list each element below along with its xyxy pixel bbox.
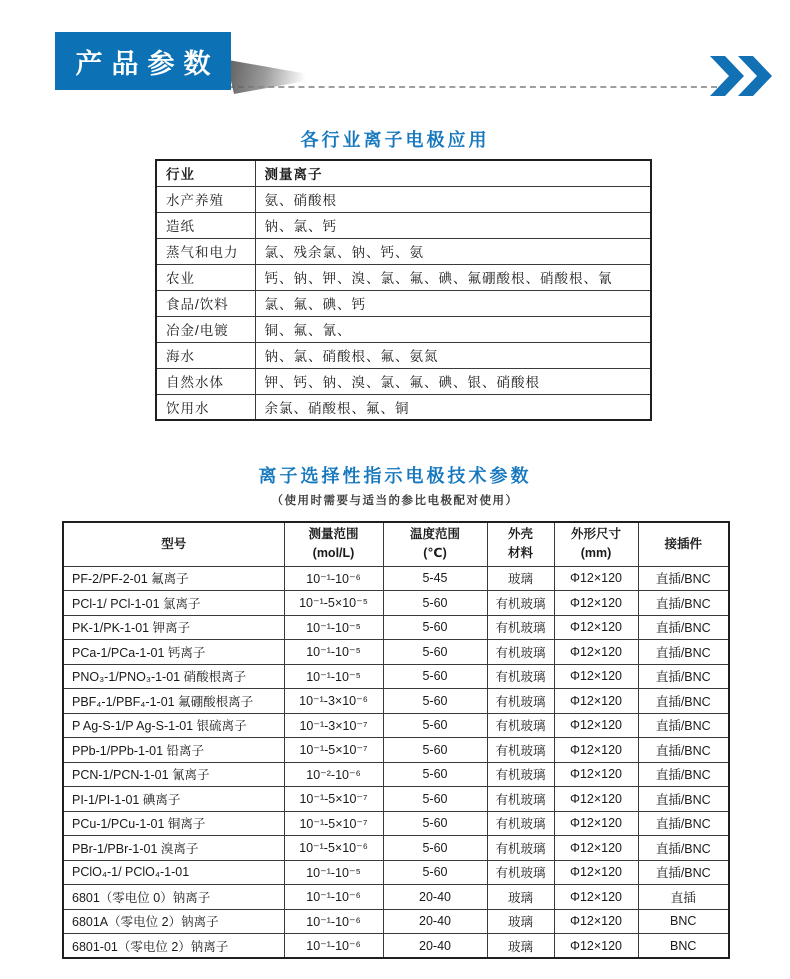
range-cell: 10⁻¹-10⁻⁵: [284, 640, 383, 665]
connector-cell: 直插/BNC: [638, 860, 729, 885]
badge-shadow: [226, 54, 326, 94]
housing-cell: 有机玻璃: [487, 811, 554, 836]
range-cell: 10⁻¹-5×10⁻⁵: [284, 591, 383, 616]
model-cell: PCN-1/PCN-1-01 氰离子: [63, 762, 284, 787]
range-cell: 10⁻¹-5×10⁻⁷: [284, 811, 383, 836]
specs-col-header-line: (℃): [423, 546, 447, 561]
ions-cell: 氯、氟、碘、钙: [255, 290, 651, 316]
table-row: [156, 212, 651, 238]
table-row: [63, 566, 729, 591]
housing-cell: 有机玻璃: [487, 689, 554, 714]
table-row: [63, 689, 729, 714]
ions-cell: 余氯、硝酸根、氟、铜: [255, 394, 651, 420]
industry-cell: 饮用水: [156, 394, 255, 420]
housing-cell: 有机玻璃: [487, 787, 554, 812]
specs-col-header-0: [63, 522, 284, 566]
temperature-cell: 5-60: [383, 591, 487, 616]
range-cell: 10⁻¹-10⁻⁵: [284, 664, 383, 689]
industry-cell: 水产养殖: [156, 186, 255, 212]
specs-col-header-1: [284, 522, 383, 566]
specs-col-header-3: [487, 522, 554, 566]
model-cell: PI-1/PI-1-01 碘离子: [63, 787, 284, 812]
dimensions-cell: Φ12×120: [554, 787, 638, 812]
specs-col-header-4: [554, 522, 638, 566]
connector-cell: 直插/BNC: [638, 811, 729, 836]
dimensions-cell: Φ12×120: [554, 713, 638, 738]
range-cell: 10⁻¹-10⁻⁶: [284, 934, 383, 959]
dimensions-cell: Φ12×120: [554, 909, 638, 934]
specs-table: [62, 521, 730, 959]
table-row: [63, 664, 729, 689]
range-cell: 10⁻¹-3×10⁻⁶: [284, 689, 383, 714]
model-cell: PBF₄-1/PBF₄-1-01 氟硼酸根离子: [63, 689, 284, 714]
housing-cell: 玻璃: [487, 934, 554, 959]
housing-cell: 有机玻璃: [487, 664, 554, 689]
model-cell: 6801-01（零电位 2）钠离子: [63, 934, 284, 959]
housing-cell: 玻璃: [487, 566, 554, 591]
specs-col-header-line: 型号: [161, 536, 187, 551]
temperature-cell: 5-60: [383, 787, 487, 812]
table-row: [63, 591, 729, 616]
industry-cell: 食品/饮料: [156, 290, 255, 316]
model-cell: PClO₄-1/ PClO₄-1-01: [63, 860, 284, 885]
ions-cell: 氯、残余氯、钠、钙、氨: [255, 238, 651, 264]
model-cell: PNO₃-1/PNO₃-1-01 硝酸根离子: [63, 664, 284, 689]
connector-cell: 直插/BNC: [638, 566, 729, 591]
temperature-cell: 5-60: [383, 689, 487, 714]
dimensions-cell: Φ12×120: [554, 934, 638, 959]
table-row: [63, 909, 729, 934]
specs-header-row: [63, 522, 729, 566]
table-row: [63, 860, 729, 885]
dimensions-cell: Φ12×120: [554, 811, 638, 836]
specs-col-header-line: (mol/L): [312, 546, 355, 561]
range-cell: 10⁻¹-5×10⁻⁶: [284, 836, 383, 861]
ions-cell: 钠、氯、硝酸根、氟、氨氮: [255, 342, 651, 368]
applications-col-header-1: 测量离子: [255, 160, 651, 186]
specs-title: 离子选择性指示电极技术参数: [258, 466, 532, 486]
model-cell: PCl-1/ PCl-1-01 氯离子: [63, 591, 284, 616]
range-cell: 10⁻¹-10⁻⁶: [284, 909, 383, 934]
table-row: [63, 713, 729, 738]
table-row: [156, 342, 651, 368]
connector-cell: BNC: [638, 934, 729, 959]
table-row: [63, 934, 729, 959]
housing-cell: 有机玻璃: [487, 640, 554, 665]
housing-cell: 有机玻璃: [487, 762, 554, 787]
connector-cell: 直插/BNC: [638, 836, 729, 861]
connector-cell: 直插/BNC: [638, 664, 729, 689]
ions-cell: 钠、氯、钙: [255, 212, 651, 238]
temperature-cell: 5-60: [383, 664, 487, 689]
housing-cell: 有机玻璃: [487, 738, 554, 763]
specs-col-header-line: 材料: [507, 546, 533, 561]
table-row: [63, 615, 729, 640]
dimensions-cell: Φ12×120: [554, 664, 638, 689]
temperature-cell: 5-60: [383, 836, 487, 861]
table-row: [63, 836, 729, 861]
applications-table: [155, 159, 652, 421]
range-cell: 10⁻²-10⁻⁶: [284, 762, 383, 787]
range-cell: 10⁻¹-3×10⁻⁷: [284, 713, 383, 738]
table-row: [156, 264, 651, 290]
temperature-cell: 20-40: [383, 909, 487, 934]
temperature-cell: 5-60: [383, 860, 487, 885]
table-row: [156, 186, 651, 212]
housing-cell: 有机玻璃: [487, 591, 554, 616]
dimensions-cell: Φ12×120: [554, 738, 638, 763]
table-row: [63, 811, 729, 836]
connector-cell: 直插/BNC: [638, 689, 729, 714]
ions-cell: 钙、钠、钾、溴、氯、氟、碘、氟硼酸根、硝酸根、氰: [255, 264, 651, 290]
table-row: [156, 368, 651, 394]
connector-cell: 直插/BNC: [638, 615, 729, 640]
specs-table-head: [63, 522, 729, 566]
model-cell: PK-1/PK-1-01 钾离子: [63, 615, 284, 640]
table-row: [63, 738, 729, 763]
housing-cell: 有机玻璃: [487, 836, 554, 861]
specs-col-header-line: 接插件: [664, 536, 702, 551]
industry-cell: 自然水体: [156, 368, 255, 394]
connector-cell: 直插/BNC: [638, 640, 729, 665]
connector-cell: BNC: [638, 909, 729, 934]
temperature-cell: 5-60: [383, 762, 487, 787]
connector-cell: 直插/BNC: [638, 713, 729, 738]
housing-cell: 玻璃: [487, 909, 554, 934]
table-row: [63, 640, 729, 665]
industry-cell: 蒸气和电力: [156, 238, 255, 264]
dimensions-cell: Φ12×120: [554, 836, 638, 861]
range-cell: 10⁻¹-10⁻⁵: [284, 615, 383, 640]
temperature-cell: 5-60: [383, 713, 487, 738]
industry-cell: 造纸: [156, 212, 255, 238]
double-chevron-right-icon: [710, 56, 780, 96]
model-cell: 6801A（零电位 2）钠离子: [63, 909, 284, 934]
range-cell: 10⁻¹-10⁻⁵: [284, 860, 383, 885]
specs-col-header-line: (mm): [580, 546, 612, 561]
connector-cell: 直插: [638, 885, 729, 910]
applications-table-body: [156, 186, 651, 420]
dimensions-cell: Φ12×120: [554, 566, 638, 591]
applications-header-row: [156, 160, 651, 186]
dimensions-cell: Φ12×120: [554, 860, 638, 885]
model-cell: PPb-1/PPb-1-01 铅离子: [63, 738, 284, 763]
ions-cell: 氨、硝酸根: [255, 186, 651, 212]
model-cell: PCu-1/PCu-1-01 铜离子: [63, 811, 284, 836]
industry-cell: 农业: [156, 264, 255, 290]
dimensions-cell: Φ12×120: [554, 640, 638, 665]
dimensions-cell: Φ12×120: [554, 689, 638, 714]
specs-table-body: [63, 566, 729, 958]
range-cell: 10⁻¹-10⁻⁶: [284, 885, 383, 910]
housing-cell: 有机玻璃: [487, 615, 554, 640]
connector-cell: 直插/BNC: [638, 591, 729, 616]
industry-cell: 海水: [156, 342, 255, 368]
table-row: [63, 885, 729, 910]
model-cell: PBr-1/PBr-1-01 溴离子: [63, 836, 284, 861]
applications-title: 各行业离子电极应用: [300, 130, 490, 150]
temperature-cell: 5-60: [383, 738, 487, 763]
model-cell: 6801（零电位 0）钠离子: [63, 885, 284, 910]
page-header-badge: [55, 32, 231, 90]
housing-cell: 有机玻璃: [487, 860, 554, 885]
applications-table-head: [156, 160, 651, 186]
specs-col-header-line: 温度范围: [409, 526, 460, 541]
range-cell: 10⁻¹-5×10⁻⁷: [284, 738, 383, 763]
table-row: [63, 762, 729, 787]
housing-cell: 玻璃: [487, 885, 554, 910]
temperature-cell: 5-60: [383, 640, 487, 665]
range-cell: 10⁻¹-10⁻⁶: [284, 566, 383, 591]
industry-cell: 冶金/电镀: [156, 316, 255, 342]
dimensions-cell: Φ12×120: [554, 762, 638, 787]
table-row: [156, 238, 651, 264]
table-row: [156, 394, 651, 420]
specs-col-header-line: 外形尺寸: [570, 526, 621, 541]
housing-cell: 有机玻璃: [487, 713, 554, 738]
dimensions-cell: Φ12×120: [554, 615, 638, 640]
ions-cell: 铜、氟、氰、: [255, 316, 651, 342]
model-cell: P Ag-S-1/P Ag-S-1-01 银硫离子: [63, 713, 284, 738]
table-row: [156, 316, 651, 342]
specs-col-header-5: [638, 522, 729, 566]
range-cell: 10⁻¹-5×10⁻⁷: [284, 787, 383, 812]
ions-cell: 钾、钙、钠、溴、氯、氟、碘、银、硝酸根: [255, 368, 651, 394]
temperature-cell: 5-45: [383, 566, 487, 591]
table-row: [156, 290, 651, 316]
specs-subtitle: （使用时需要与适当的参比电极配对使用）: [271, 495, 519, 507]
specs-col-header-line: 测量范围: [308, 526, 359, 541]
dimensions-cell: Φ12×120: [554, 885, 638, 910]
temperature-cell: 5-60: [383, 811, 487, 836]
temperature-cell: 5-60: [383, 615, 487, 640]
connector-cell: 直插/BNC: [638, 738, 729, 763]
connector-cell: 直插/BNC: [638, 787, 729, 812]
model-cell: PCa-1/PCa-1-01 钙离子: [63, 640, 284, 665]
dimensions-cell: Φ12×120: [554, 591, 638, 616]
page-header-label: 产品参数: [75, 48, 220, 79]
table-row: [63, 787, 729, 812]
temperature-cell: 20-40: [383, 934, 487, 959]
specs-col-header-line: 外壳: [507, 526, 533, 541]
model-cell: PF-2/PF-2-01 氟离子: [63, 566, 284, 591]
applications-col-header-0: 行业: [156, 160, 255, 186]
temperature-cell: 20-40: [383, 885, 487, 910]
specs-col-header-2: [383, 522, 487, 566]
connector-cell: 直插/BNC: [638, 762, 729, 787]
